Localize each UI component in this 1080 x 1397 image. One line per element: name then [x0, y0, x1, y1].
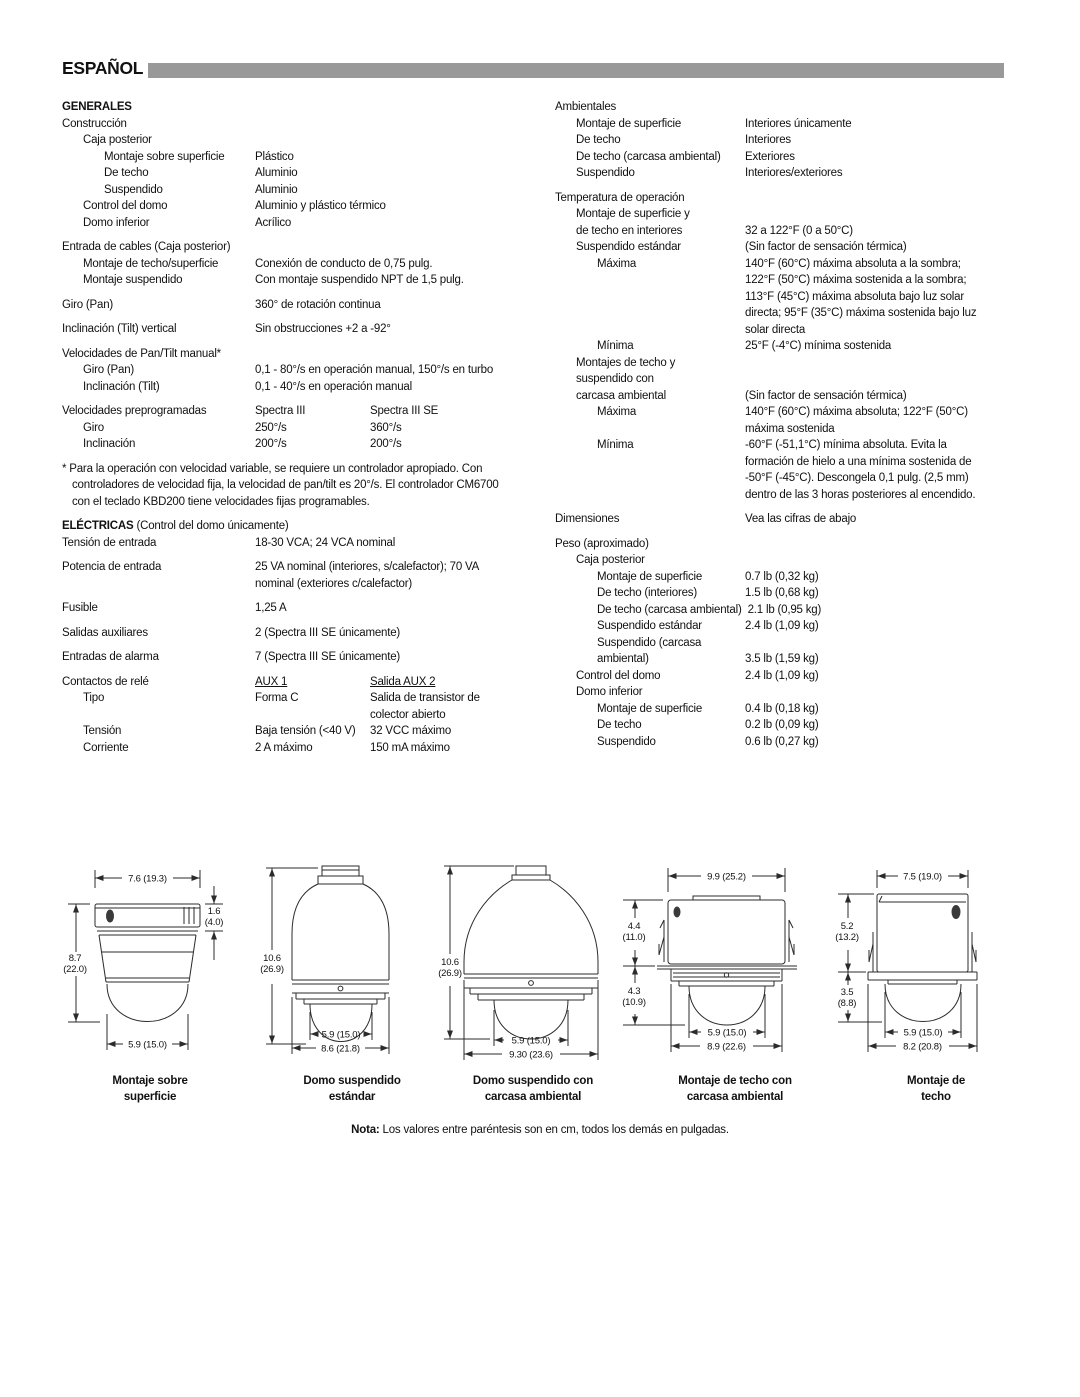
spec-label: Inclinación (Tilt) [83, 380, 160, 393]
spec-row [555, 585, 1023, 602]
spec-value-1: Conexión de conducto de 0,75 pulg. [255, 257, 433, 270]
spec-label: Giro (Pan) [83, 364, 135, 376]
spec-label: Tipo [83, 692, 105, 704]
svg-text:7.6 (19.3): 7.6 (19.3) [128, 873, 167, 885]
spec-row [62, 215, 544, 232]
spec-label: Domo inferior [576, 686, 643, 698]
spec-label: Giro [83, 421, 104, 434]
spec-label: * Para la operación con velocidad variable, se requiere un controlador apropiado. Con controladores de velocidad fija, la velocidad de pan/tilt es 20°/s. El controlador CM6700 con el teclado KBD200 tiene velocidades fijas programables. [62, 462, 499, 508]
spec-label: Montaje suspendido [83, 274, 183, 286]
spec-value-1: 360° de rotación continua [255, 298, 381, 311]
pendant-environmental-diagram [440, 862, 618, 1077]
svg-text:(8.8): (8.8) [837, 998, 857, 1009]
spec-row [62, 559, 544, 592]
svg-text:9.30 (23.6): 9.30 (23.6) [509, 1049, 553, 1061]
spec-label: De techo [597, 719, 642, 731]
svg-text:5.9 (15.0): 5.9 (15.0) [511, 1035, 551, 1047]
svg-text:5.9 (15.0): 5.9 (15.0) [128, 1039, 167, 1051]
svg-text:8.7: 8.7 [68, 953, 82, 964]
spec-label: De techo [576, 134, 621, 146]
spec-value-1: Forma C [255, 692, 299, 704]
spec-row [62, 625, 544, 642]
spec-value-1: Acrílico [255, 216, 292, 229]
spec-row [555, 149, 1023, 166]
spec-row [62, 346, 544, 363]
spec-row [62, 535, 544, 552]
spec-label: Entrada de cables (Caja posterior) [62, 241, 231, 253]
svg-text:8.2 (20.8): 8.2 (20.8) [903, 1041, 942, 1053]
spec-value-1: 25 VA nominal (interiores, s/calefactor); 70 VA nominal (exteriores c/calefactor) [255, 561, 479, 590]
spec-value-1: Baja tensión (<40 V) [255, 725, 356, 737]
spec-row [62, 690, 544, 723]
spec-label: Caja posterior [83, 134, 152, 146]
spec-row [62, 674, 544, 691]
spec-label: Peso (aproximado) [555, 537, 649, 550]
spec-label: Entradas de alarma [62, 651, 159, 663]
spec-row [62, 297, 544, 314]
spec-row [555, 404, 1023, 437]
spec-value-1: 25°F (-4°C) mínima sostenida [745, 340, 892, 352]
spec-row [62, 116, 544, 133]
spec-row [62, 362, 544, 379]
spec-row [555, 338, 1023, 355]
spec-row [555, 132, 1023, 149]
svg-text:5.9 (15.0): 5.9 (15.0) [321, 1029, 361, 1041]
spec-label: De techo (carcasa ambiental) [597, 603, 742, 616]
spec-row [555, 684, 1023, 701]
spec-label: Ambientales [555, 101, 617, 113]
page-title: ESPAÑOL [62, 58, 144, 78]
spec-row [555, 239, 1023, 256]
spec-value-1: -60°F (-51,1°C) mínima absoluta. Evita la formación de hielo a una mínima sostenida de -50°F (-45°C). Descongela 0,1 pulg. (2,5 mm) dentro de las 3 horas posteriores al encendido. [745, 439, 976, 501]
spec-value-1: 2.4 lb (1,09 kg) [745, 669, 819, 682]
spec-label: Tensión de entrada [62, 536, 157, 549]
spec-row [62, 436, 544, 453]
spec-row [62, 649, 544, 666]
caption-inceiling-environmental: Montaje de techo con carcasa ambiental [678, 1075, 792, 1103]
svg-text:7.5 (19.0): 7.5 (19.0) [903, 871, 942, 883]
spec-row [555, 701, 1023, 718]
header-bar [148, 63, 1004, 78]
spec-value-1: 0.6 lb (0,27 kg) [745, 735, 819, 748]
spec-value-1: Con montaje suspendido NPT de 1,5 pulg. [255, 274, 464, 286]
spec-label: Montaje de superficie [576, 117, 682, 130]
spec-label: Inclinación [83, 438, 136, 450]
figure-pendant-standard [262, 862, 407, 1074]
svg-text:9.9 (25.2): 9.9 (25.2) [707, 871, 746, 883]
spec-row [555, 223, 1023, 240]
spec-label: Tensión [83, 725, 122, 737]
inceiling-diagram [822, 862, 1022, 1074]
spec-value-1: Exteriores [745, 150, 795, 163]
spec-label: Temperatura de operación [555, 191, 685, 204]
svg-text:(13.2): (13.2) [835, 932, 859, 943]
spec-value-1: 0.7 lb (0,32 kg) [745, 570, 819, 583]
spec-value-1: 250°/s [255, 421, 287, 434]
spec-label: Control del domo [576, 669, 661, 682]
spec-value-1: 3.5 lb (1,59 kg) [745, 653, 819, 665]
spec-label: Montaje de superficie [597, 570, 703, 583]
caption-pendant-standard: Domo suspendido estándar [303, 1075, 401, 1103]
spec-value-1: Spectra III [255, 405, 306, 417]
spec-label: Corriente [83, 741, 129, 754]
spec-label: De techo (interiores) [597, 587, 697, 599]
spec-value-1: AUX 1 [255, 675, 288, 688]
spec-value-2: Spectra III SE [370, 405, 439, 417]
spec-row [62, 272, 544, 289]
units-note-label: Nota: [351, 1124, 380, 1136]
spec-row [62, 461, 519, 511]
svg-text:(11.0): (11.0) [622, 932, 646, 943]
spec-value-1: 2.1 lb (0,95 kg) [747, 603, 822, 616]
spec-label: Velocidades de Pan/Tilt manual* [62, 347, 221, 360]
spec-value-2: 360°/s [370, 421, 402, 434]
spec-row [555, 437, 1023, 503]
spec-row [555, 668, 1023, 685]
spec-label: Construcción [62, 117, 127, 130]
spec-value-1: 18-30 VCA; 24 VCA nominal [255, 536, 396, 549]
spec-label: Velocidades preprogramadas [62, 405, 207, 417]
spec-label: Suspendido estándar [597, 620, 702, 632]
spec-row [555, 536, 1023, 553]
spec-value-1: 140°F (60°C) máxima absoluta a la sombra; 122°F (50°C) máxima sostenida a la sombra; 113°F (45°C) máxima absoluta bajo luz solar directa; 95°F (35°C) máxima sostenida bajo luz solar directa [745, 257, 977, 336]
spec-label: Montajes de techo y [576, 356, 676, 369]
spec-value-1: Interiores [745, 134, 791, 146]
spec-row [555, 717, 1023, 734]
spec-value-1: 32 a 122°F (0 a 50°C) [745, 224, 853, 237]
spec-label: ambiental) [597, 653, 649, 665]
spec-value-2: Salida AUX 2 [370, 675, 436, 688]
svg-text:(22.0): (22.0) [63, 964, 87, 975]
spec-value-2: Salida de transistor de colector abierto [370, 692, 480, 721]
spec-label: Suspendido [576, 167, 635, 179]
spec-value-1: Aluminio [255, 167, 298, 179]
spec-row [555, 651, 1023, 668]
spec-label: Potencia de entrada [62, 561, 162, 573]
spec-row [62, 723, 544, 740]
spec-label: ELÉCTRICAS (Control del domo únicamente) [62, 520, 289, 532]
figure-pendant-environmental [440, 862, 618, 1077]
spec-row [555, 618, 1023, 635]
spec-row [555, 206, 1023, 223]
spec-row [62, 165, 544, 182]
spec-value-1: Interiores únicamente [745, 117, 852, 130]
spec-row [62, 132, 544, 149]
spec-label: carcasa ambiental [576, 389, 666, 402]
spec-value-1: 2 A máximo [255, 741, 313, 754]
spec-label: De techo [104, 167, 149, 179]
spec-row [555, 355, 1023, 372]
spec-row [555, 190, 1023, 207]
spec-label: Mínima [597, 340, 634, 352]
units-note [351, 1124, 729, 1136]
spec-label: de techo en interiores [576, 224, 683, 237]
spec-value-1: Aluminio y plástico térmico [255, 200, 386, 212]
spec-label: GENERALES [62, 101, 132, 113]
spec-row [555, 371, 1023, 388]
spec-row [555, 734, 1023, 751]
spec-label: Montaje de techo/superficie [83, 257, 219, 270]
ambientales-column [555, 99, 1023, 750]
spec-row [555, 116, 1023, 133]
svg-text:8.9 (22.6): 8.9 (22.6) [707, 1041, 746, 1053]
svg-text:4.4: 4.4 [627, 921, 641, 932]
spec-row [555, 256, 1023, 339]
svg-text:3.5: 3.5 [840, 987, 854, 998]
spec-row [555, 165, 1023, 182]
spec-row [62, 256, 544, 273]
spec-value-1: Interiores/exteriores [745, 167, 843, 179]
spec-value-1: 140°F (60°C) máxima absoluta; 122°F (50°C) máxima sostenida [745, 406, 968, 435]
spec-row [62, 379, 544, 396]
caption-surface-mount: Montaje sobre superficie [112, 1075, 188, 1103]
spec-label: Montaje sobre superficie [104, 150, 225, 163]
spec-row [555, 552, 1023, 569]
spec-row [62, 149, 544, 166]
svg-text:(4.0): (4.0) [204, 917, 224, 928]
spec-value-1: 1.5 lb (0,68 kg) [745, 587, 819, 599]
page-header [62, 58, 1018, 80]
spec-value-1: Sin obstrucciones +2 a -92° [255, 323, 391, 335]
spec-value-1: 200°/s [255, 438, 287, 450]
svg-text:10.6: 10.6 [441, 957, 459, 968]
generales-column [62, 99, 544, 756]
spec-row [62, 518, 544, 535]
spec-label: Suspendido (carcasa [597, 636, 702, 649]
spec-row [62, 420, 544, 437]
svg-text:8.6 (21.8): 8.6 (21.8) [321, 1043, 360, 1055]
spec-label: Montaje de superficie y [576, 208, 690, 220]
caption-pendant-environmental: Domo suspendido con carcasa ambiental [472, 1075, 594, 1103]
spec-label: Control del domo [83, 200, 168, 212]
spec-row [555, 511, 1023, 528]
svg-text:5.2: 5.2 [840, 921, 854, 932]
spec-row [62, 239, 544, 256]
spec-value-1: Aluminio [255, 183, 298, 196]
spec-label: Dimensiones [555, 513, 620, 525]
spec-label: Giro (Pan) [62, 298, 114, 311]
svg-text:5.9 (15.0): 5.9 (15.0) [903, 1027, 943, 1039]
svg-text:(10.9): (10.9) [622, 997, 646, 1008]
spec-label: Mínima [597, 439, 634, 451]
spec-row [62, 198, 544, 215]
spec-value-2: 200°/s [370, 438, 402, 450]
spec-value-1: 1,25 A [255, 602, 287, 614]
spec-value-1: (Sin factor de sensación térmica) [745, 389, 907, 402]
units-note-text: Los valores entre paréntesis son en cm, todos los demás en pulgadas. [382, 1124, 729, 1136]
spec-row [555, 635, 1023, 652]
spec-label: Montaje de superficie [597, 702, 703, 715]
svg-text:4.3: 4.3 [627, 986, 641, 997]
spec-row [62, 403, 544, 420]
spec-value-1: 2.4 lb (1,09 kg) [745, 620, 819, 632]
pendant-standard-diagram [262, 862, 407, 1074]
spec-label: Máxima [597, 406, 637, 418]
spec-value-1: (Sin factor de sensación térmica) [745, 241, 907, 253]
spec-value-1: 0.4 lb (0,18 kg) [745, 702, 819, 715]
spec-row [62, 182, 544, 199]
spec-label: Suspendido [597, 735, 656, 748]
spec-label: Fusible [62, 602, 98, 614]
svg-text:(26.9): (26.9) [438, 968, 462, 979]
caption-inceiling: Montaje de techo [906, 1075, 966, 1103]
spec-value-2: 32 VCC máximo [370, 725, 452, 737]
spec-value-2: 150 mA máximo [370, 741, 450, 754]
spec-label: Inclinación (Tilt) vertical [62, 323, 177, 335]
svg-text:5.9 (15.0): 5.9 (15.0) [707, 1027, 747, 1039]
spec-label: Máxima [597, 257, 637, 270]
spec-label: Domo inferior [83, 216, 150, 229]
svg-text:1.6: 1.6 [207, 906, 221, 917]
spec-label: Caja posterior [576, 554, 645, 566]
spec-row [555, 388, 1023, 405]
spec-row [62, 740, 544, 757]
spec-value-1: 0,1 - 80°/s en operación manual, 150°/s en turbo [255, 364, 494, 376]
spec-row [62, 321, 544, 338]
spec-label: Salidas auxiliares [62, 626, 148, 639]
spec-row [555, 569, 1023, 586]
spec-label: suspendido con [576, 373, 654, 385]
spec-label: Contactos de relé [62, 675, 149, 688]
spec-value-1: 0,1 - 40°/s en operación manual [255, 380, 412, 393]
spec-row [62, 600, 544, 617]
svg-text:10.6: 10.6 [263, 953, 281, 964]
spec-value-1: Plástico [255, 150, 294, 163]
svg-text:(26.9): (26.9) [260, 964, 284, 975]
spec-value-1: 7 (Spectra III SE únicamente) [255, 651, 401, 663]
spec-label: De techo (carcasa ambiental) [576, 150, 721, 163]
spec-row [62, 99, 544, 116]
figure-inceiling [822, 862, 1022, 1074]
spec-value-1: Vea las cifras de abajo [745, 513, 857, 525]
spec-value-1: 2 (Spectra III SE únicamente) [255, 626, 401, 639]
spec-label: Suspendido estándar [576, 241, 681, 253]
spec-label: Suspendido [104, 183, 163, 196]
spec-value-1: 0.2 lb (0,09 kg) [745, 719, 819, 731]
spec-row [555, 602, 1023, 619]
spec-row [555, 99, 1023, 116]
